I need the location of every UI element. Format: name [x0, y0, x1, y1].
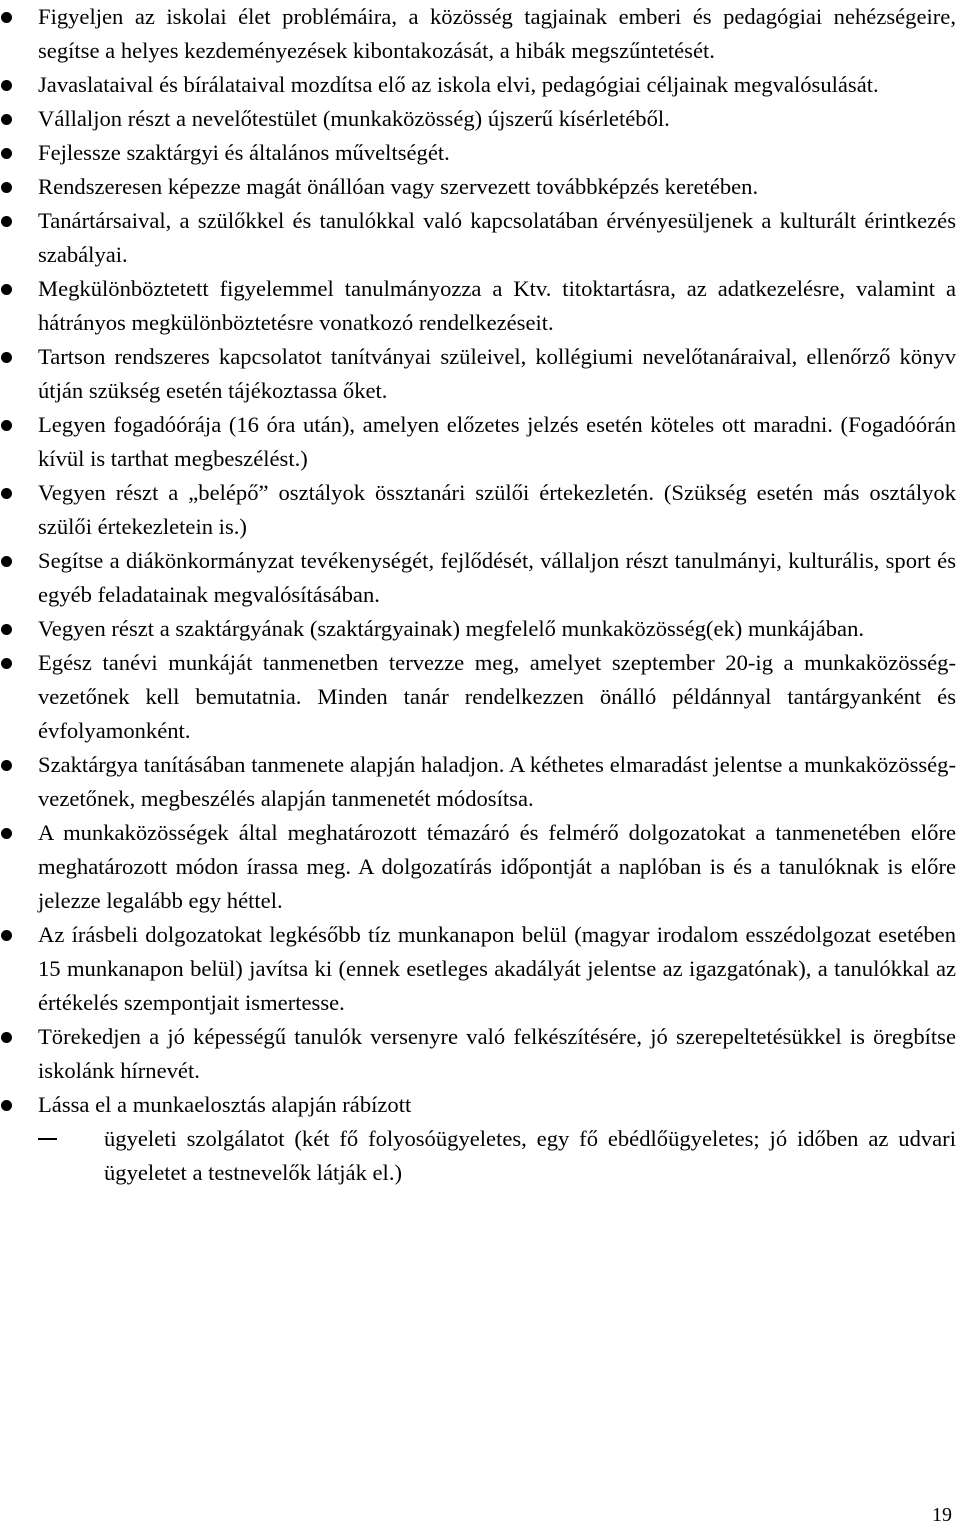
list-item: [0, 476, 956, 544]
bullet-icon: [1, 828, 12, 839]
bullet-icon: [1, 1100, 12, 1111]
sub-list-item: [38, 1122, 956, 1190]
list-item-text: A munkaközösségek által meghatározott témazáró és felmérő dolgozatokat a tanmenetében előre meghatározott módon írassa meg. A dolgozatírás időpontját a naplóban is és a tanulóknak is előre jelezze legalább egy héttel.: [38, 820, 956, 913]
list-item: [0, 1088, 956, 1190]
list-item-text: Segítse a diákönkormányzat tevékenységét, fejlődését, vállaljon részt tanulmányi, kulturális, sport és egyéb feladatainak megvalósításában.: [38, 548, 956, 607]
list-item-text: Szaktárgya tanításában tanmenete alapján haladjon. A kéthetes elmaradást jelentse a munkaközösség-vezetőnek, megbeszélés alapján tanmenetét módosítsa.: [38, 752, 956, 811]
list-item: [0, 544, 956, 612]
list-item: [0, 918, 956, 1020]
list-item: [0, 170, 956, 204]
list-item-text: Javaslataival és bírálataival mozdítsa elő az iskola elvi, pedagógiai céljainak megvalósulását.: [38, 72, 879, 97]
bullet-icon: [1, 216, 12, 227]
list-item-text: Vállaljon részt a nevelőtestület (munkaközösség) újszerű kísérletéből.: [38, 106, 670, 131]
bullet-icon: [1, 1032, 12, 1043]
list-item-text: Vegyen részt a szaktárgyának (szaktárgyainak) megfelelő munkaközösség(ek) munkájában.: [38, 616, 865, 641]
bullet-icon: [1, 114, 12, 125]
list-item-text: Törekedjen a jó képességű tanulók versenyre való felkészítésére, jó szerepeltetésükkel is öregbítse iskolánk hírnevét.: [38, 1024, 956, 1083]
list-item-text: Rendszeresen képezze magát önállóan vagy szervezett továbbképzés keretében.: [38, 174, 759, 199]
list-item: [0, 748, 956, 816]
list-item: [0, 408, 956, 476]
list-item: [0, 0, 956, 68]
bullet-icon: [1, 80, 12, 91]
list-item-text: Vegyen részt a „belépő” osztályok össztanári szülői értekezletén. (Szükség esetén más osztályok szülői értekezletein is.): [38, 480, 956, 539]
list-item-text: Tanártársaival, a szülőkkel és tanulókkal való kapcsolatában érvényesüljenek a kulturált érintkezés szabályai.: [38, 208, 956, 267]
bullet-icon: [1, 930, 12, 941]
bullet-icon: [1, 624, 12, 635]
dash-icon: [38, 1138, 57, 1140]
list-item: [0, 612, 956, 646]
bullet-icon: [1, 488, 12, 499]
list-item-text: Egész tanévi munkáját tanmenetben tervezze meg, amelyet szeptember 20-ig a munkaközösség-vezetőnek kell bemutatnia. Minden tanár rendelkezzen önálló példánnyal tantárgyanként és évfolyamonként.: [38, 650, 956, 743]
list-item: [0, 136, 956, 170]
page-number: 19: [932, 1504, 952, 1526]
list-item: [0, 204, 956, 272]
bullet-icon: [1, 148, 12, 159]
list-item-text: Figyeljen az iskolai élet problémáira, a közösség tagjainak emberi és pedagógiai nehézségeire, segítse a helyes kezdeményezések kibontakozását, a hibák megszűntetését.: [38, 4, 956, 63]
list-item-text: Legyen fogadóórája (16 óra után), amelyen előzetes jelzés esetén köteles ott maradni. (Fogadóórán kívül is tarthat megbeszélést.): [38, 412, 956, 471]
bullet-icon: [1, 352, 12, 363]
list-item-text: Lássa el a munkaelosztás alapján rábízott: [38, 1092, 412, 1117]
list-item: [0, 816, 956, 918]
bullet-icon: [1, 420, 12, 431]
bullet-icon: [1, 658, 12, 669]
bullet-icon: [1, 556, 12, 567]
list-item: [0, 340, 956, 408]
bullet-icon: [1, 182, 12, 193]
list-item-text: Fejlessze szaktárgyi és általános műveltségét.: [38, 140, 450, 165]
list-item: [0, 102, 956, 136]
bullet-icon: [1, 12, 12, 23]
sub-list-item-text: ügyeleti szolgálatot (két fő folyosóügyeletes, egy fő ebédlőügyeletes; jó időben az udvari ügyeletet a testnevelők látják el.): [104, 1126, 956, 1185]
list-item-text: Az írásbeli dolgozatokat legkésőbb tíz munkanapon belül (magyar irodalom esszédolgozat esetében 15 munkanapon belül) javítsa ki (ennek esetleges akadályát jelentse az igazgatónak), a tanulókkal az értékelés szempontjait ismertesse.: [38, 922, 956, 1015]
list-item: [0, 272, 956, 340]
bullet-icon: [1, 760, 12, 771]
list-item: [0, 646, 956, 748]
list-item: [0, 1020, 956, 1088]
list-item-text: Tartson rendszeres kapcsolatot tanítványai szüleivel, kollégiumi nevelőtanáraival, ellenőrző könyv útján szükség esetén tájékoztassa őket.: [38, 344, 956, 403]
list-item: [0, 68, 956, 102]
bullet-icon: [1, 284, 12, 295]
list-item-text: Megkülönböztetett figyelemmel tanulmányozza a Ktv. titoktartásra, az adatkezelésre, valamint a hátrányos megkülönböztetésre vonatkozó rendelkezéseit.: [38, 276, 956, 335]
duty-assignment-sublist: [38, 1122, 956, 1190]
